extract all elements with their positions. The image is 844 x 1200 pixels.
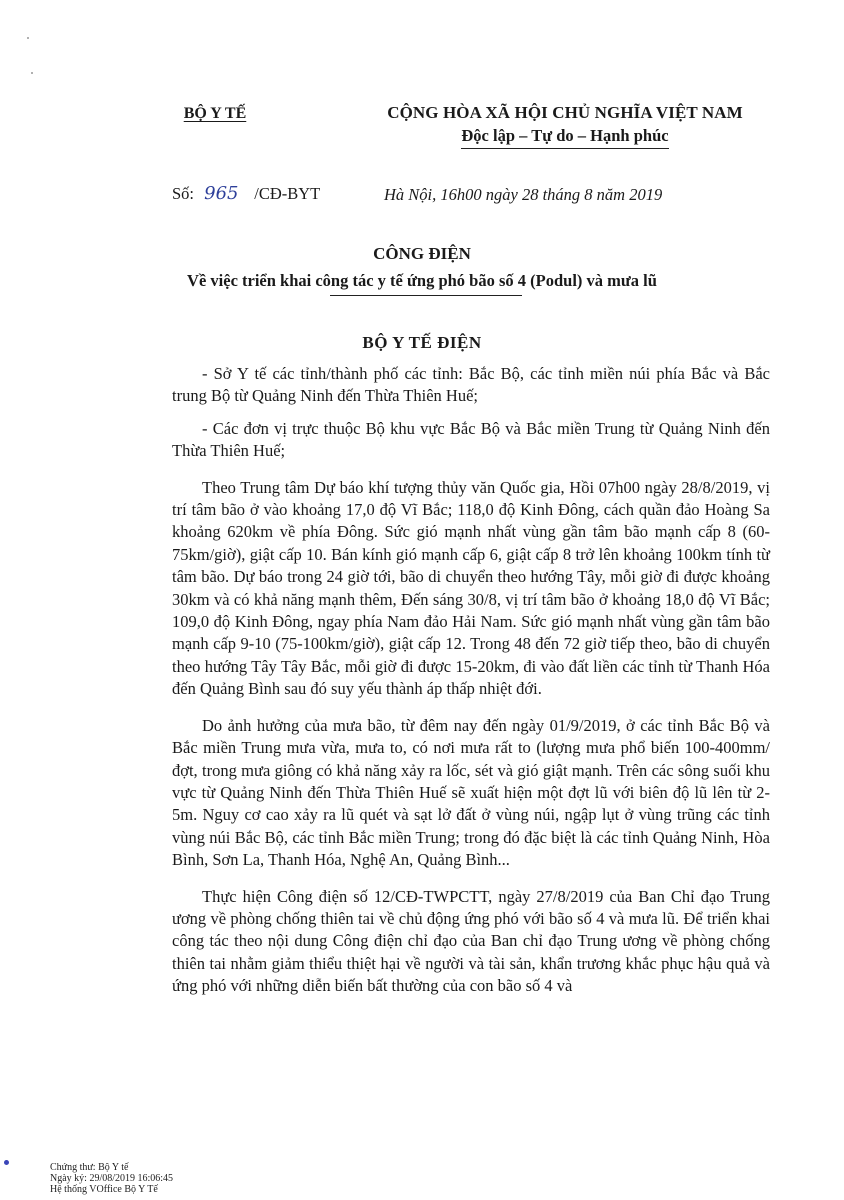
scan-speck [27, 37, 29, 39]
document-type: CÔNG ĐIỆN [373, 244, 471, 263]
body-paragraph: Do ảnh hưởng của mưa bão, từ đêm nay đến ngày 01/9/2019, ở các tỉnh Bắc Bộ và Bắc miền Trung mưa vừa, mưa to, có nơi mưa rất to (lượng mưa phổ biến 100-400mm/đợt, trong mưa giông có khả năng xảy ra lốc, sét và gió giật mạnh. Trên các sông suối khu vực từ Quảng Ninh đến Thừa Thiên Huế sẽ xuất hiện một đợt lũ với biên độ lũ lên từ 2-5m. Nguy cơ cao xảy ra lũ quét và sạt lở đất ở vùng núi, ngập lụt ở vùng trũng các tỉnh vùng núi Bắc Bộ, các tỉnh Bắc miền Trung; trong đó đặc biệt là các tỉnh Quảng Ninh, Hòa Bình, Sơn La, Thanh Hóa, Nghệ An, Quảng Bình... [172, 715, 770, 870]
number-code: /CĐ-BYT [254, 184, 321, 203]
document-number [172, 183, 320, 204]
ministry-name: BỘ Y TẾ [183, 105, 247, 122]
signature-certificate: Chứng thư: Bộ Y tế [50, 1162, 129, 1173]
body-paragraph: Thực hiện Công điện số 12/CĐ-TWPCTT, ngày 27/8/2019 của Ban Chỉ đạo Trung ương về phòng chống thiên tai về chủ động ứng phó với bão số 4 và mưa lũ. Để triển khai công tác theo nội dung Công điện chỉ đạo của Ban chỉ đạo Trung ương về phòng chống thiên tai nhằm giảm thiểu thiệt hại về người và tài sản, khẩn trương khắc phục hậu quả và ứng phó với những diễn biến bất thường của con bão số 4 và [172, 886, 770, 996]
national-header [345, 103, 785, 149]
signature-seal-dot [4, 1160, 9, 1165]
recipient-line: - Sở Y tế các tỉnh/thành phố các tỉnh: Bắc Bộ, các tỉnh miền núi phía Bắc và Bắc trung Bộ từ Quảng Ninh đến Thừa Thiên Huế; [172, 364, 770, 406]
signature-system: Hệ thống VOffice Bộ Y Tế [50, 1184, 158, 1195]
signature-date: Ngày ký: 29/08/2019 16:06:45 [50, 1173, 174, 1184]
handwritten-number: 965 [204, 183, 239, 204]
number-label: Số: [172, 184, 195, 203]
scan-speck [31, 72, 33, 74]
country-name: CỘNG HÒA XÃ HỘI CHỦ NGHĨA VIỆT NAM [387, 103, 743, 122]
body-paragraph: Theo Trung tâm Dự báo khí tượng thủy văn Quốc gia, Hồi 07h00 ngày 28/8/2019, vị trí tâm bão ở vào khoảng 17,0 độ Vĩ Bắc; 118,0 độ Kinh Đông, cách quần đảo Hoàng Sa khoảng 620km về phía Đông. Sức gió mạnh nhất vùng gần tâm bão mạnh cấp 8 (60-75km/giờ), giật cấp 10. Bán kính gió mạnh cấp 6, giật cấp 8 trở lên khoảng 100km tính từ tâm bão. Dự báo trong 24 giờ tới, bão di chuyển theo hướng Tây, mỗi giờ đi được khoảng 30km và có khả năng mạnh thêm, Đến sáng 30/8, vị trí tâm bão ở khoảng 18,0 độ Vĩ Bắc; 109,0 độ Kinh Đông, ngay phía Nam đảo Hải Nam. Sức gió mạnh nhất vùng gần tâm bão mạnh cấp 9-10 (75-100km/giờ), giật cấp 12. Trong 48 đến 72 giờ tiếp theo, bão di chuyển theo hướng Tây Tây Bắc, mỗi giờ đi được 15-20km, đi vào đất liền các tỉnh từ Thanh Hóa đến Quảng Bình sau đó suy yếu thành áp thấp nhiệt đới. [172, 477, 770, 699]
subject-underline [330, 295, 522, 296]
national-motto: Độc lập – Tự do – Hạnh phúc [461, 126, 668, 149]
ministry-header [140, 105, 290, 123]
document-body [172, 363, 770, 998]
document-date: Hà Nội, 16h00 ngày 28 tháng 8 năm 2019 [384, 185, 663, 204]
recipient-line: - Các đơn vị trực thuộc Bộ khu vực Bắc Bộ và Bắc miền Trung từ Quảng Ninh đến Thừa Thiên Huế; [172, 418, 770, 461]
document-subject: Về việc triển khai công tác y tế ứng phó bão số 4 (Podul) và mưa lũ [187, 271, 657, 290]
document-sender: BỘ Y TẾ ĐIỆN [362, 333, 482, 352]
digital-signature-info [50, 1162, 173, 1195]
